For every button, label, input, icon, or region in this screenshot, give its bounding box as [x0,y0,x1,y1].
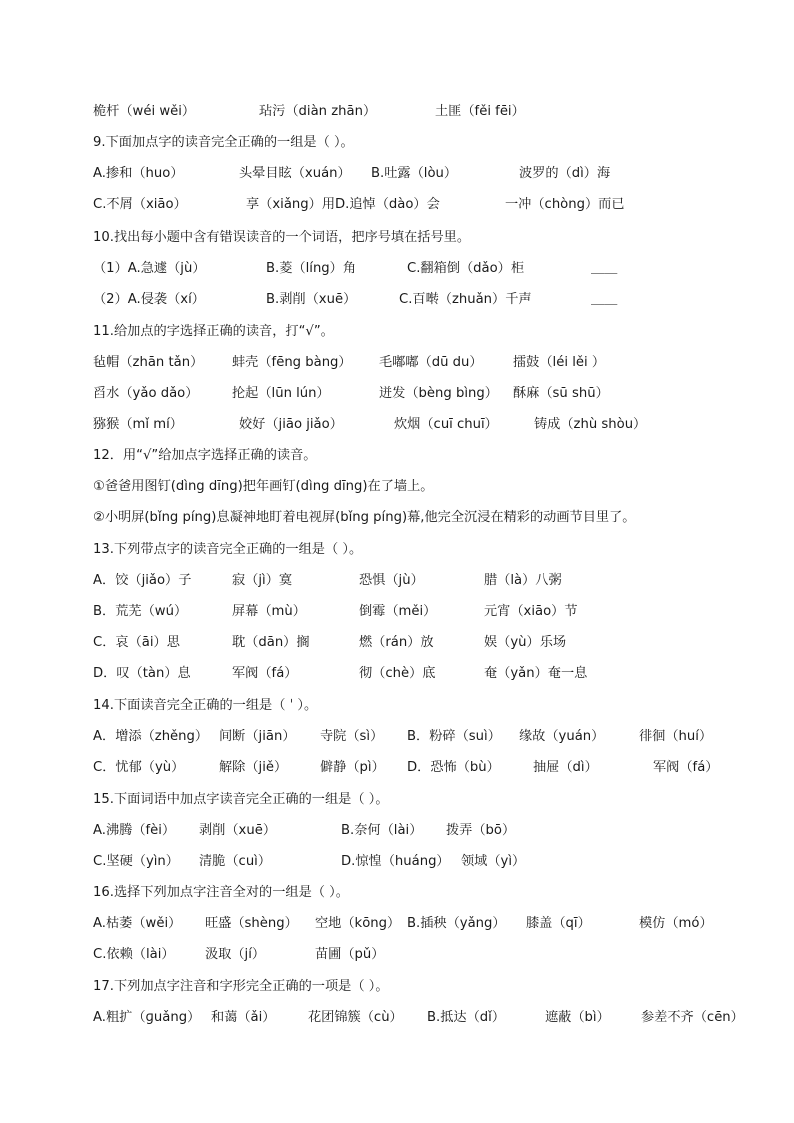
text-segment: 僻静（pì） [320,760,385,775]
text-segment: 波罗的（dì）海 [519,166,611,181]
text-line [93,851,754,873]
text-line [93,539,754,561]
text-segment: 头晕目眩（xuán） [239,166,351,181]
text-segment: 耽（dān）搁 [232,635,310,650]
text-segment: 14.下面读音完全正确的一组是（ ˈ ）。 [93,698,318,713]
text-line [93,227,754,249]
text-line [93,321,754,343]
text-segment: C.百啭（zhuǎn）千声 [399,292,532,307]
text-segment: 猕猴（mǐ mí） [93,417,183,432]
text-segment: 燃（rán）放 [359,635,434,650]
text-segment: 13.下列带点字的读音完全正确的一组是（ ）。 [93,542,363,557]
text-segment: 抽屉（dì） [533,760,598,775]
text-segment: B.插秧（yǎng） [407,916,506,931]
text-line [93,383,754,405]
text-segment: A.枯萎（wěi） [93,916,182,931]
text-segment: 享（xiǎng）用 [246,197,336,212]
text-segment: 迸发（bèng bìng） [379,386,498,401]
text-segment: 炊烟（cuī chuī） [394,417,498,432]
text-segment: A.粗扩（ɡuǎng） [93,1010,201,1025]
text-segment: （2）A.侵袭（xí） [93,292,205,307]
text-line [93,976,754,998]
text-line [93,101,754,123]
text-segment: ②小明屏(bǐng píng)息凝神地盯着电视屏(bǐng píng)幕,他完全沉浸在精彩的动画节目里了。 [93,510,636,525]
text-segment: 15.下面词语中加点字读音完全正确的一组是（ ）。 [93,792,389,807]
text-segment: 舀水（yǎo dǎo） [93,386,199,401]
text-segment: 拨弄（bō） [446,823,516,838]
text-segment: 剥削（xuē） [199,823,277,838]
text-line [93,695,754,717]
text-segment: 抡起（lūn lún） [232,386,330,401]
text-segment: 17.下列加点字注音和字形完全正确的一项是（ ）。 [93,979,389,994]
text-segment: 酥麻（sū shū） [513,386,609,401]
text-segment: 玷污（diàn zhān） [259,104,377,119]
text-segment: 花团锦簇（cù） [308,1010,403,1025]
text-segment: 缘故（yuán） [519,729,605,744]
text-line [93,476,754,498]
text-segment: 奄（yǎn）奄一息 [484,666,588,681]
text-segment: 膝盖（qī） [526,916,591,931]
text-line [93,132,754,154]
text-segment: A.沸腾（fèi） [93,823,176,838]
text-segment: 腊（là）八粥 [484,573,562,588]
text-line [93,352,754,374]
text-segment: 寺院（sì） [320,729,384,744]
text-segment: 徘徊（huí） [639,729,713,744]
text-segment: 间断（jiān） [219,729,296,744]
text-segment: A．增添（zhěng） [93,729,209,744]
text-segment: D．恐怖（bù） [407,760,500,775]
text-line [93,258,754,280]
text-line [93,194,754,216]
text-segment: B.剥削（xuē） [266,292,357,307]
text-line [93,1007,754,1029]
text-segment: 解除（jiě） [219,760,288,775]
text-segment: 12．用“√”给加点字选择正确的读音。 [93,448,317,463]
text-segment: 元宵（xiāo）节 [484,604,578,619]
text-segment: B.菱（líng）角 [266,261,357,276]
text-segment: 领域（yì） [461,854,526,869]
text-line [93,882,754,904]
text-segment: ＿＿ [591,261,618,276]
text-segment: 16.选择下列加点字注音全对的一组是（ ）。 [93,885,349,900]
text-segment: B.奈何（lài） [341,823,423,838]
text-segment: 毡帽（zhān tǎn） [93,355,204,370]
text-segment: 和蔼（ǎi） [211,1010,276,1025]
text-segment: 娱（yù）乐场 [484,635,567,650]
text-segment: 11.给加点的字选择正确的读音，打“√”。 [93,324,334,339]
text-segment: C.依赖（lài） [93,947,175,962]
text-line [93,757,754,779]
text-line [93,570,754,592]
text-segment: 恐惧（jù） [359,573,424,588]
text-segment: D．叹（tàn）息 [93,666,191,681]
text-segment: 铸成（zhù shòu） [534,417,647,432]
text-segment: 遮蔽（bì） [545,1010,610,1025]
text-segment: A.掺和（huo） [93,166,184,181]
text-line [93,507,754,529]
text-line [93,632,754,654]
text-segment: 汲取（jí） [205,947,266,962]
text-line [93,944,754,966]
text-segment: B．粉碎（suì） [407,729,501,744]
text-line [93,913,754,935]
text-segment: 屏幕（mù） [232,604,306,619]
text-segment: 苗圃（pǔ） [315,947,385,962]
text-segment: 姣好（jiāo jiǎo） [239,417,343,432]
text-segment: ＿＿ [591,292,618,307]
text-line [93,445,754,467]
text-segment: 10.找出每小题中含有错误读音的一个词语，把序号填在括号里。 [93,230,471,245]
text-segment: 军阀（fá） [653,760,719,775]
text-segment: A．饺（jiǎo）子 [93,573,192,588]
text-segment: 土匪（fěi fēi） [435,104,525,119]
text-segment: C．哀（āi）思 [93,635,180,650]
text-segment: 参差不齐（cēn） [641,1010,744,1025]
text-segment: 擂鼓（léi lěi ） [513,355,606,370]
text-segment: 蚌壳（fēng bàng） [232,355,352,370]
text-segment: 倒霉（měi） [359,604,437,619]
text-line [93,789,754,811]
text-segment: 9.下面加点字的读音完全正确的一组是（ ）。 [93,135,354,150]
text-segment: （1）A.急遽（jù） [93,261,206,276]
text-segment: D.惊惶（huáng） [341,854,450,869]
text-segment: C.坚硬（yìn） [93,854,179,869]
text-segment: B.吐露（lòu） [371,166,458,181]
text-line [93,163,754,185]
text-segment: 旺盛（shèng） [205,916,298,931]
text-segment: 空地（kōng） [315,916,401,931]
text-segment: 一冲（chòng）而已 [505,197,625,212]
text-segment: 清脆（cuì） [199,854,272,869]
text-segment: 模仿（mó） [639,916,713,931]
text-segment: C．忧郁（yù） [93,760,185,775]
text-line [93,289,754,311]
text-line [93,726,754,748]
text-segment: 军阀（fá） [232,666,298,681]
text-line [93,414,754,436]
text-segment: 寂（jì）寞 [232,573,293,588]
text-segment: C.翻箱倒（dǎo）柜 [407,261,525,276]
text-segment: C.不屑（xiāo） [93,197,187,212]
text-line [93,663,754,685]
text-segment: 毛嘟嘟（dū du） [379,355,483,370]
text-segment: 桅杆（wéi wěi） [93,104,196,119]
text-segment: 彻（chè）底 [359,666,436,681]
text-segment: B.抵达（dǐ） [427,1010,506,1025]
text-segment: B．荒芜（wú） [93,604,188,619]
text-line [93,820,754,842]
text-segment: ①爸爸用图钉(dìng dīng)把年画钉(dìng dīng)在了墙上。 [93,479,434,494]
text-line [93,601,754,623]
text-segment: D.追悼（dào）会 [335,197,440,212]
